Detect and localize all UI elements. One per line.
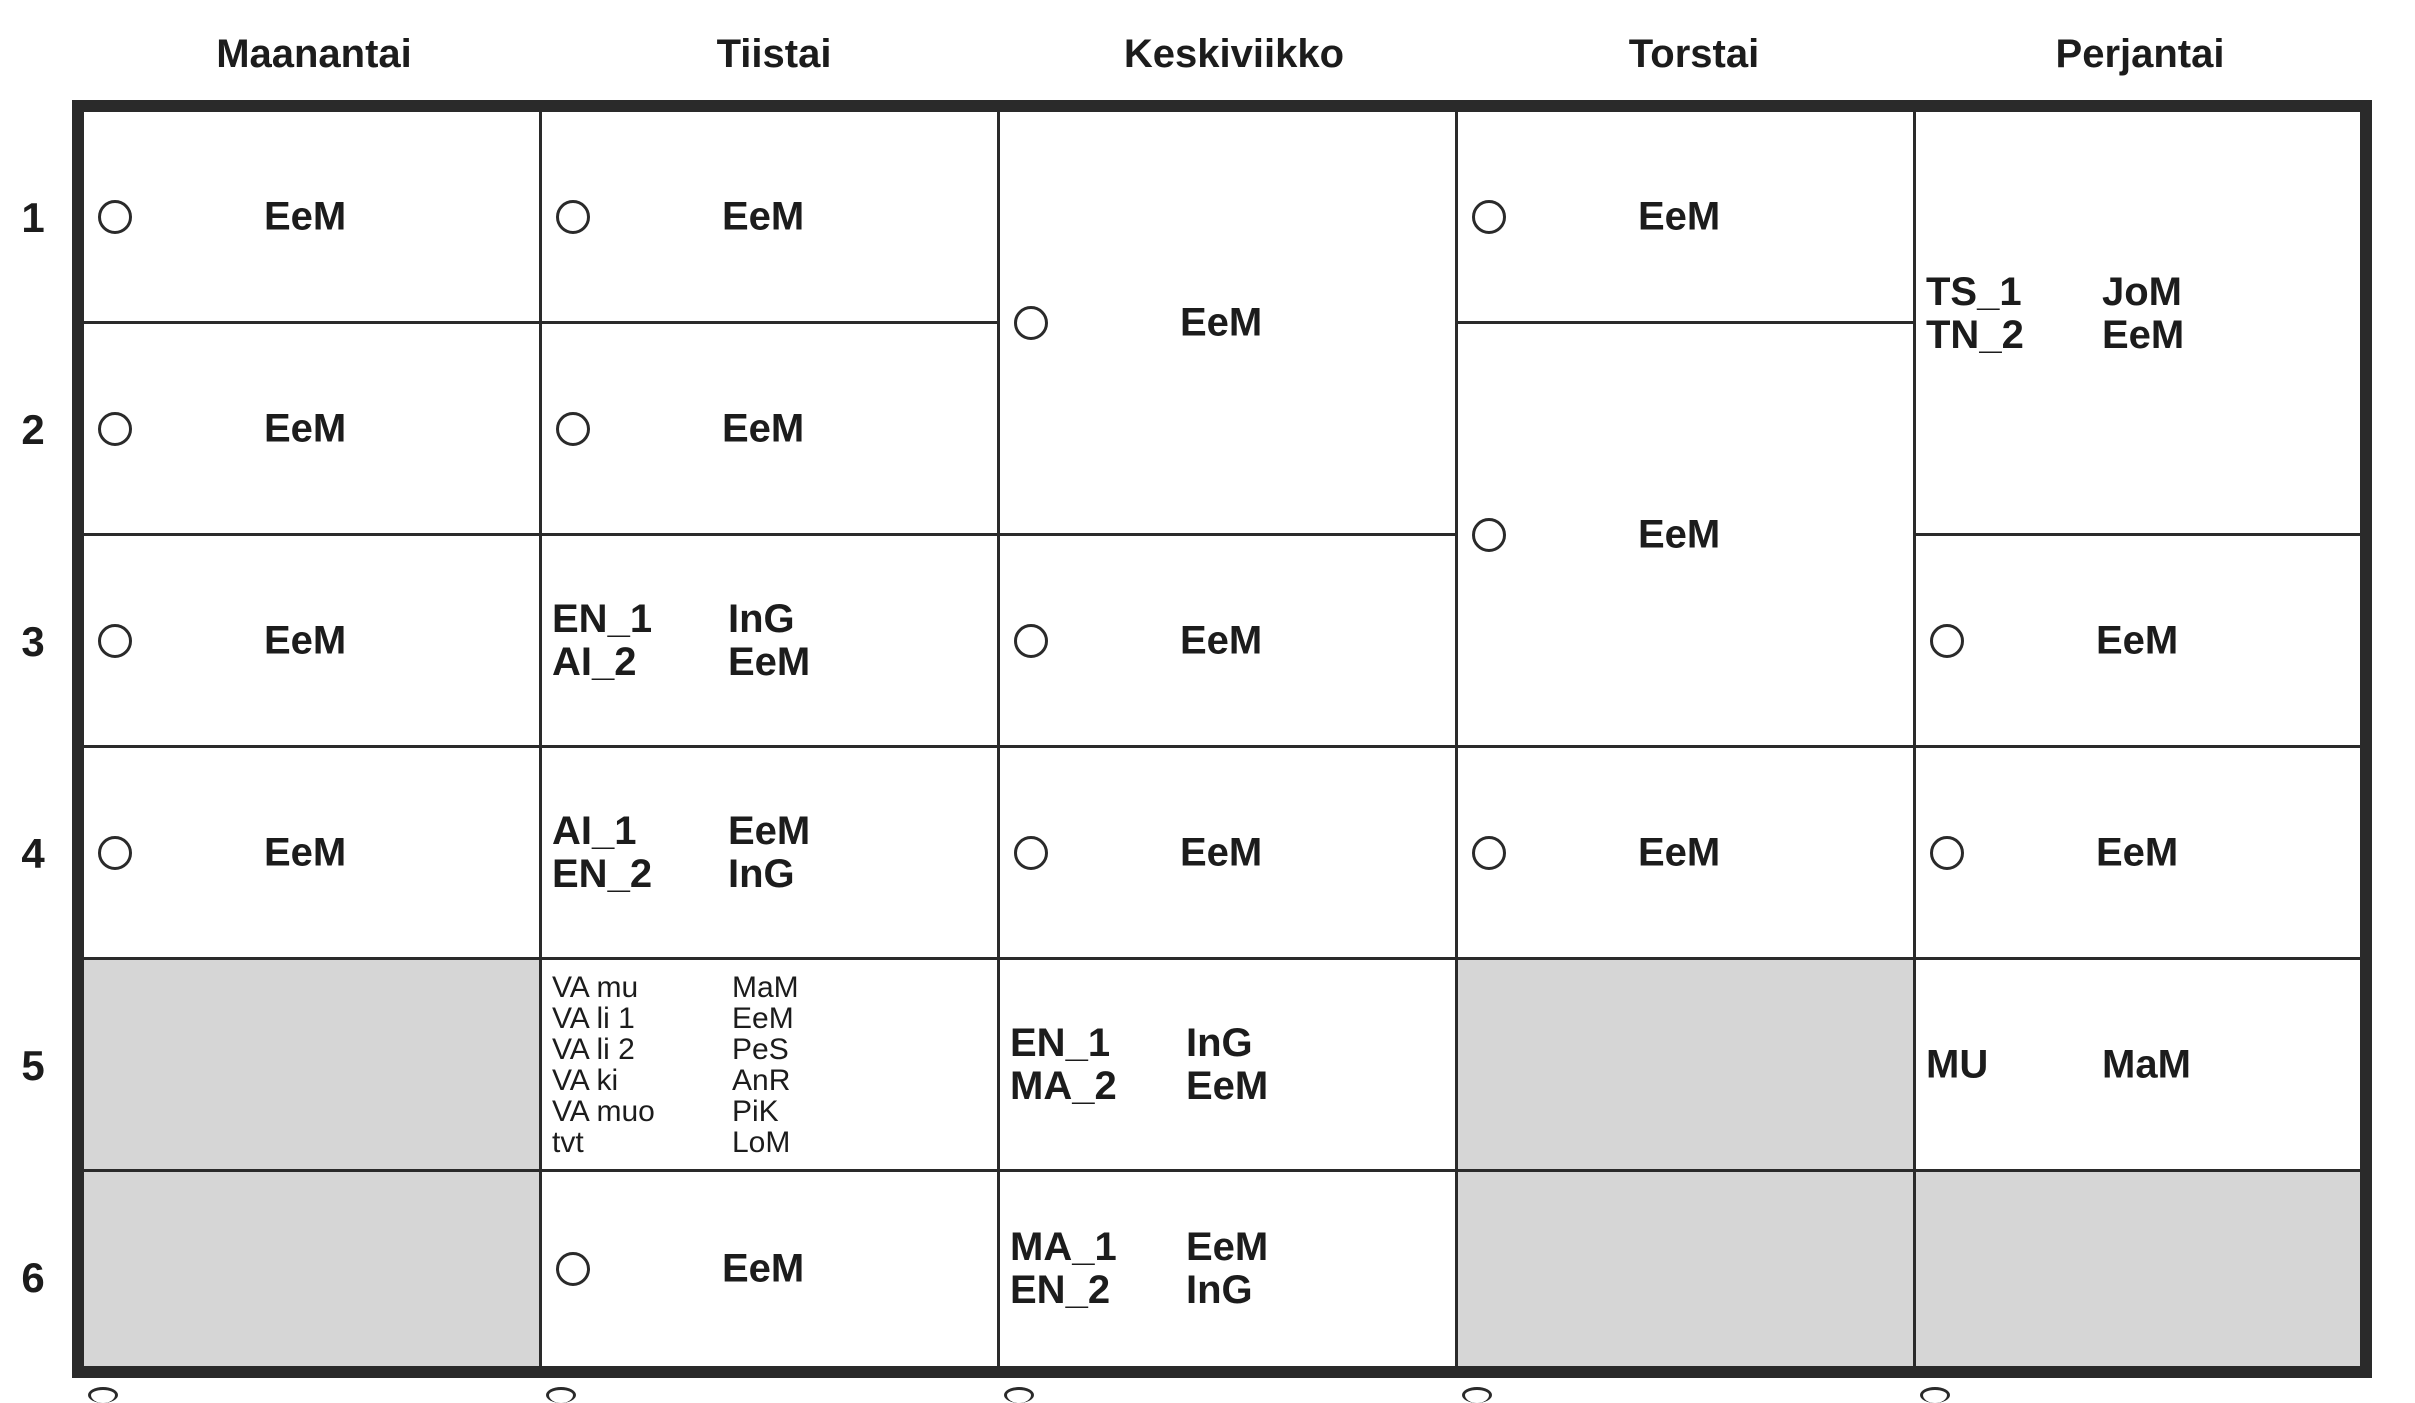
slot-torstai-4[interactable] [1458,748,1916,960]
group-row [1010,1226,1445,1269]
day-header-maanantai: Maanantai [216,32,412,76]
slot-radio-circle[interactable] [556,200,590,234]
group-label: VA li 1 [552,1001,635,1035]
slot-tiistai-1[interactable] [542,112,1000,324]
teacher-label: InG [728,596,795,641]
group-row [552,1034,987,1065]
teacher-label: EeM [1186,1225,1269,1269]
slot-keskiviikko-6[interactable] [1000,1172,1458,1366]
slot-maanantai-4[interactable] [84,748,542,960]
group-label: AI_2 [552,639,637,684]
day-header-keskiviikko: Keskiviikko [1123,32,1345,76]
period-number-2: 2 [21,406,45,453]
group-row [552,972,987,1003]
group-label: tvt [552,1125,584,1159]
teacher-label: EeM [264,618,347,662]
group-label: VA li 2 [552,1032,635,1066]
teacher-label: InG [728,851,795,896]
slot-maanantai-6-empty [84,1172,542,1366]
group-row [1926,271,2350,314]
teacher-label: PiK [732,1094,779,1128]
group-row [552,1003,987,1034]
slot-torstai-5-empty [1458,960,1916,1172]
slot-radio-circle[interactable] [1930,624,1964,658]
period-number-3: 3 [21,618,45,665]
group-label: EN_1 [1010,1020,1111,1065]
cut-off-circle-icon [1920,1387,1950,1403]
group-row [1926,314,2350,357]
slot-tiistai-5[interactable] [542,960,1000,1172]
slot-maanantai-1[interactable] [84,112,542,324]
period-number-5: 5 [21,1042,45,1089]
teacher-label: EeM [264,830,347,874]
slot-radio-circle[interactable] [1014,306,1048,340]
teacher-label: AnR [732,1063,791,1097]
group-label: MA_2 [1010,1063,1117,1108]
teacher-label: EeM [1638,194,1721,238]
slot-torstai-6-empty [1458,1172,1916,1366]
slot-radio-circle[interactable] [98,624,132,658]
teacher-label: EeM [1180,618,1263,662]
teacher-label: JoM [2102,270,2182,315]
timetable-grid [72,100,2372,1378]
day-header-tiistai: Tiistai [716,32,832,76]
teacher-label: InG [1186,1268,1253,1312]
group-row [1010,1269,1445,1312]
slot-radio-circle[interactable] [1014,836,1048,870]
slot-maanantai-5-empty [84,960,542,1172]
slot-keskiviikko-4[interactable] [1000,748,1458,960]
period-number-6: 6 [21,1254,45,1301]
cut-off-circle-icon [1462,1387,1492,1403]
group-row [552,1127,987,1158]
slot-radio-circle[interactable] [1930,836,1964,870]
day-header-torstai: Torstai [1628,32,1760,76]
slot-radio-circle[interactable] [1472,200,1506,234]
teacher-label: EeM [1638,512,1721,556]
group-row [552,1096,987,1127]
slot-maanantai-2[interactable] [84,324,542,536]
teacher-label: EeM [2102,313,2185,358]
slot-perjantai-6-empty [1916,1172,2360,1366]
slot-radio-circle[interactable] [1472,836,1506,870]
teacher-label: EeM [1638,830,1721,874]
period-number-1: 1 [21,194,45,241]
slot-perjantai-5[interactable] [1916,960,2360,1172]
slot-radio-circle[interactable] [98,412,132,446]
slot-radio-circle[interactable] [98,200,132,234]
group-list [1926,271,2350,357]
teacher-label: EeM [1186,1063,1269,1108]
slot-torstai-1[interactable] [1458,112,1916,324]
group-label: TS_1 [1926,270,2022,315]
slot-radio-circle[interactable] [1472,518,1506,552]
group-label: VA mu [552,970,639,1004]
teacher-label: EeM [722,194,805,238]
slot-perjantai-4[interactable] [1916,748,2360,960]
group-label: EN_2 [1010,1268,1111,1312]
slot-keskiviikko-1-2[interactable] [1000,112,1458,536]
teacher-label: EeM [1180,300,1263,344]
slot-tiistai-2[interactable] [542,324,1000,536]
period-number-4: 4 [21,830,45,877]
teacher-label: EeM [264,406,347,450]
group-label: VA ki [552,1063,619,1097]
group-row [1926,1043,2350,1086]
group-row [552,641,987,684]
teacher-label: MaM [2102,1042,2191,1086]
slot-tiistai-4[interactable] [542,748,1000,960]
teacher-label: EeM [2096,830,2179,874]
slot-radio-circle[interactable] [556,1252,590,1286]
teacher-label: LoM [732,1125,791,1159]
slot-torstai-2-3[interactable] [1458,324,1916,748]
group-label: MA_1 [1010,1225,1117,1269]
cut-off-circle-icon [88,1387,118,1403]
teacher-label: EeM [1180,830,1263,874]
slot-perjantai-3[interactable] [1916,536,2360,748]
teacher-label: PeS [732,1032,789,1066]
group-list [552,972,987,1158]
teacher-label: EeM [722,1246,805,1291]
slot-maanantai-3[interactable] [84,536,542,748]
group-label: TN_2 [1926,313,2024,358]
group-row [1010,1022,1445,1065]
group-list [1010,1226,1445,1312]
teacher-label: EeM [732,1001,794,1035]
group-row [1010,1065,1445,1108]
group-label: VA muo [552,1094,655,1128]
slot-radio-circle[interactable] [1014,624,1048,658]
teacher-label: EeM [728,808,811,853]
group-label: EN_1 [552,596,653,641]
group-list [1010,1022,1445,1108]
group-label: EN_2 [552,851,653,896]
slot-keskiviikko-5[interactable] [1000,960,1458,1172]
group-row [552,598,987,641]
slot-perjantai-1-2[interactable] [1916,112,2360,536]
teacher-label: InG [1186,1020,1253,1065]
day-header-perjantai: Perjantai [2055,32,2225,76]
group-row [552,1065,987,1096]
group-row [552,853,987,896]
group-row [552,810,987,853]
slot-radio-circle[interactable] [98,836,132,870]
group-list [552,810,987,896]
cut-off-circle-icon [1004,1387,1034,1403]
teacher-label: MaM [732,970,799,1004]
slot-tiistai-6[interactable] [542,1172,1000,1366]
teacher-label: EeM [2096,618,2179,662]
slot-keskiviikko-3[interactable] [1000,536,1458,748]
teacher-label: EeM [728,639,811,684]
slot-tiistai-3[interactable] [542,536,1000,748]
teacher-label: EeM [264,194,347,238]
group-list [1926,1043,2350,1086]
group-list [552,598,987,684]
slot-radio-circle[interactable] [556,412,590,446]
teacher-label: EeM [722,406,805,450]
group-label: AI_1 [552,808,637,853]
cut-off-circle-icon [546,1387,576,1403]
group-label: MU [1926,1042,1989,1086]
